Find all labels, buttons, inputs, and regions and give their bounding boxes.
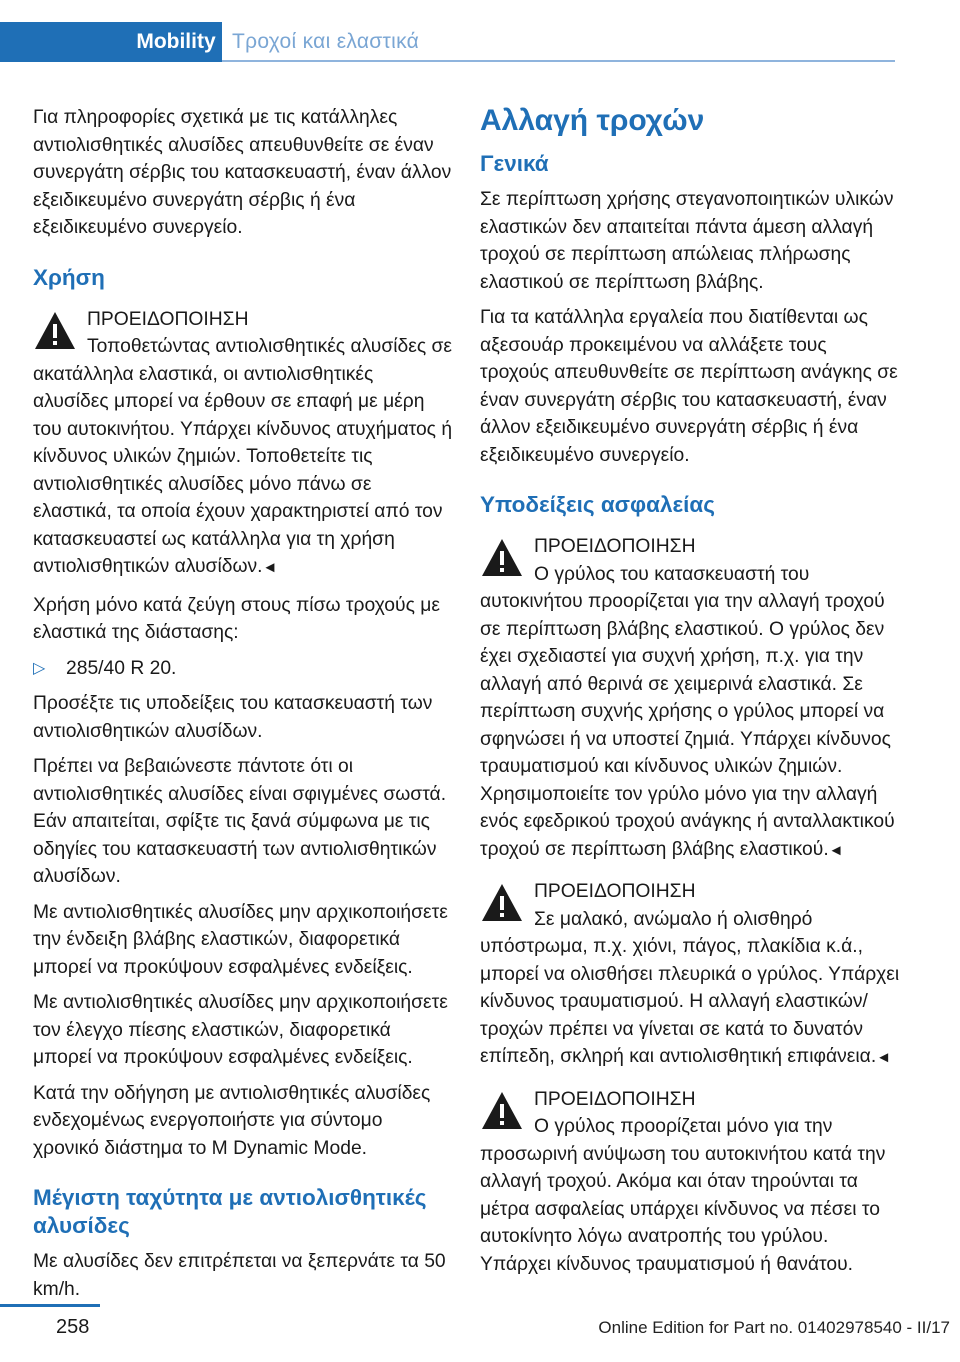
paragraph: Κατά την οδήγηση με αντιολισθητικές αλυσίδες ενδεχομένως ενεργοποιήστε για σύντομο χρονικό διάστημα το M Dynamic Mode. (33, 1082, 431, 1159)
warning-icon (480, 1089, 524, 1133)
warning-title: ΠΡΟΕΙΔΟΠΟΙΗΣΗ (87, 308, 249, 330)
warning-text: Σε μαλακό, ανώμαλο ή ολισθηρό υπόστρωμα, π.χ. χιόνι, πάγος, πλακίδια κ.ά., μπορεί να ολισθήσει πλευρικά ο γρύλος. Υπάρχει κίνδυνος τραυματισμού. Η αλλαγή ελαστικών/τροχών πρέπει να γίνεται σε κατά το δυνατόν επίπεδη, σκληρή και αντιολισθητική επιφάνεια. (480, 908, 900, 1067)
warning-icon (33, 309, 77, 353)
warning-text: Τοποθετώντας αντιολισθητικές αλυσίδες σε ακατάλληλα ελαστικά, οι αντιολισθητικές αλυσίδες μπορεί να έρθουν σε επαφή με μέρη του αυτοκινήτου. Υπάρχει κίνδυνος ατυχήματος ή κίνδυνος υλικών ζημιών. Τοποθετείτε τις αντιολισθητικές αλυσίδες μόνο πάνω σε ελαστικά, τα οποία έχουν χαρακτηριστεί από τον κατασκευαστεί ως κατάλληλα για τη χρήση αντιολισθητικών αλυσίδων. (33, 336, 453, 577)
warning-title: ΠΡΟΕΙΔΟΠΟΙΗΣΗ (534, 536, 696, 557)
end-mark: ◄ (828, 841, 844, 859)
list-item (33, 655, 453, 683)
left-column (33, 104, 453, 1311)
intro-paragraph: Για πληροφορίες σχετικά με τις κατάλληλες αντιολισθητικές αλυσίδες απευθυνθείτε σε έναν συνεργάτη σέρβις του κατασκευαστή, έναν άλλον εξειδικευμένο συνεργάτη σέρβις ή ένα εξειδικευμένο συνεργείο. (33, 107, 452, 238)
warning-title: ΠΡΟΕΙΔΟΠΟΙΗΣΗ (534, 881, 696, 902)
paragraph: Για τα κατάλληλα εργαλεία που διατίθενται ως αξεσουάρ προκειμένου να αλλάξετε τους τροχούς απευθυνθείτε σε περίπτωση ανάγκης σε έναν συνεργάτη σέρβις του κατασκευαστή, έναν άλλον εξειδικευμένο συνεργάτη σέρβις ή ένα εξειδικευμένο συνεργείο. (480, 307, 898, 466)
max-speed-paragraph: Με αλυσίδες δεν επιτρέπεται να ξεπερνάτε τα 50 km/h. (33, 1251, 446, 1300)
warning-icon (480, 536, 524, 580)
warning-title: ΠΡΟΕΙΔΟΠΟΙΗΣΗ (534, 1088, 696, 1110)
warning-block (480, 533, 900, 864)
paragraph: Με αντιολισθητικές αλυσίδες μην αρχικοποιήσετε τον έλεγχο πίεσης ελαστικών, διαφορετικά μπορεί να προκύψουν εσφαλμένες ενδείξεις. (33, 992, 448, 1068)
header-subsection: Τροχοί και ελαστικά (232, 30, 420, 53)
paragraph: Σε περίπτωση χρήσης στεγανοποιητικών υλικών ελαστικών δεν απαιτείται πάντα άμεση αλλαγή τροχού σε περίπτωση απώλειας πλήρωσης ελαστικού σε περίπτωση βλάβης. (480, 189, 894, 293)
paragraph: Πρέπει να βεβαιώνεστε πάντοτε ότι οι αντιολισθητικές αλυσίδες είναι σφιγμένες σωστά. Εάν απαιτείται, σφίξτε τις ξανά σύμφωνα με τις οδηγίες του κατασκευαστή των αντιολισθητικών αλυσίδων. (33, 756, 447, 887)
use-heading: Χρήση (33, 264, 105, 290)
pair-usage-paragraph: Χρήση μόνο κατά ζεύγη στους πίσω τροχούς με ελαστικά της διάστασης: (33, 594, 440, 643)
right-column (480, 104, 900, 1288)
header-rule (222, 60, 895, 62)
max-speed-heading: Μέγιστη ταχύτητα με αντιολισθητικές αλυσίδες (33, 1185, 427, 1238)
warning-block (33, 306, 453, 582)
bullet-triangle-icon: ▷ (33, 659, 46, 677)
end-mark: ◄ (876, 1049, 892, 1066)
paragraph: Με αντιολισθητικές αλυσίδες μην αρχικοποιήσετε την ένδειξη βλάβης ελαστικών, διαφορετικά μπορεί να προκύψουν εσφαλμένες ενδείξεις. (33, 901, 448, 978)
edition-info: Online Edition for Part no. 01402978540 - II/17 (598, 1318, 950, 1337)
end-mark: ◄ (262, 559, 278, 576)
general-heading: Γενικά (480, 151, 549, 176)
page-title: Αλλαγή τροχών (480, 104, 705, 137)
warning-block (480, 878, 900, 1072)
header-section: Mobility (136, 30, 216, 53)
paragraph: Προσέξτε τις υποδείξεις του κατασκευαστή των αντιολισθητικών αλυσίδων. (33, 693, 433, 742)
warning-icon (480, 881, 524, 925)
warning-text: Ο γρύλος προορίζεται μόνο για την προσωρινή ανύψωση του αυτοκινήτου κατά την αλλαγή τροχού. Ακόμα και όταν τηρούνται τα μέτρα ασφαλείας υπάρχει κίνδυνος να πέσει το αυτοκίνητο λόγω ανατροπής του γρύλου. Υπάρχει κίνδυνος τραυματισμού ή θανάτου. (480, 1116, 886, 1275)
footer-rule (0, 1304, 100, 1307)
tire-size: 285/40 R 20. (66, 657, 177, 679)
warning-text: Ο γρύλος του κατασκευαστή του αυτοκινήτου προορίζεται για την αλλαγή τροχού σε περίπτωση βλάβης ελαστικού. Ο γρύλος δεν έχει σχεδιαστεί για συχνή χρήση, π.χ. για την αλλαγή από θερινά σε χειμερινά ελαστικά. Σε περίπτωση συχνής χρήσης ο γρύλος μπορεί να σφηνώσει ή να υποστεί ζημιά. Υπάρχει κίνδυνος τραυματισμού και κίνδυνος υλικών ζημιών. Χρησιμοποιείτε τον γρύλο μόνο για την αλλαγή ενός εφεδρικού τροχού ανάγκης ή ανταλλακτικού τροχού σε περίπτωση βλάβης ελαστικού. (480, 563, 895, 860)
page-number: 258 (56, 1316, 90, 1338)
safety-heading: Υποδείξεις ασφαλείας (480, 492, 715, 517)
warning-block (480, 1086, 900, 1279)
